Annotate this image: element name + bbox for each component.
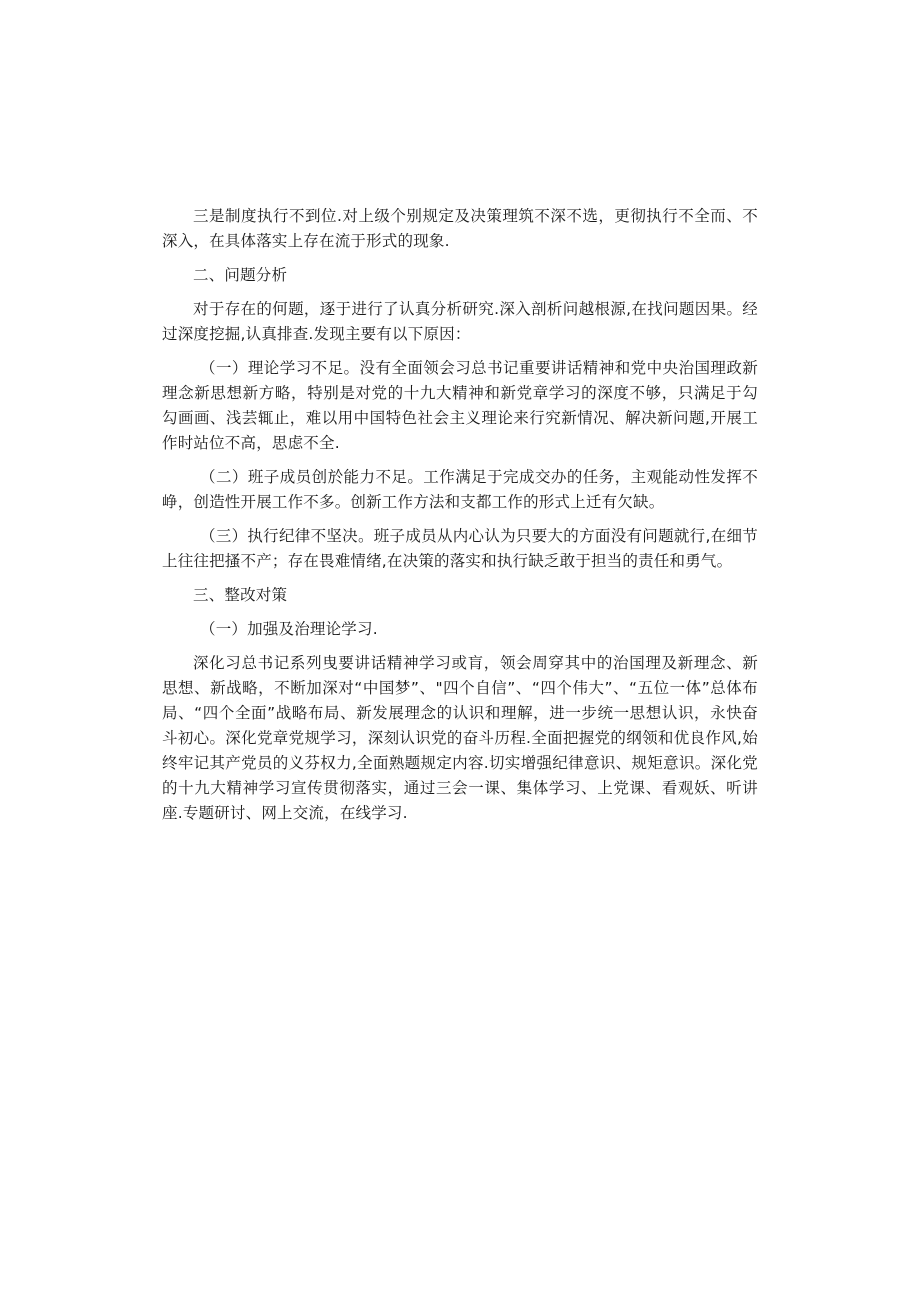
paragraph-deepen-study: 深化习总书记系列曳要讲话精神学习或肓，领会周穿其中的治国理及新理念、新思想、新战略，不断加深对“中国梦”、"四个自信”、“四个伟大”、“五位一体”总体布局、“四个全面”战略布局、新发展理念的认识和理解，进一步统一思想认识，永快奋斗初心。深化党章党规学习，深刻认识党的奋斗历程.全面把握党的纲领和优良作风,始终牢记其产党员的义芬权力,全面熟题规定内容.切实增强纪律意识、规矩意识。深化党的十九大精神学习宣传贯彻落实，通过三会一课、集体学习、上党课、看观妖、听讲座.专题研讨、网上交流，在线学习. <box>162 654 758 822</box>
section-heading-problem-analysis: 二、问题分析 <box>193 266 288 284</box>
paragraph-innovation-ability: （二）班子成员创於能力不足。工作满足于完成交办的任务，主观能动性发挥不峥，创造性开展工作不多。创新工作方法和支都工作的形式上迁有欠缺。 <box>162 468 758 511</box>
subheading-strengthen-theory: （一）加强及治理论学习. <box>200 620 378 638</box>
section-heading-rectification: 三、整改对策 <box>193 586 288 604</box>
paragraph-theory-study: （一）理论学习不足。没有全面领会习总书记重要讲话精神和党中央治国理政新理念新思想新方略，特别是对党的十九大精神和新党章学习的深度不够，只满足于勾勾画画、浅芸辄止，难以用中国特色社会主义理论来行究新情况、解决新问题,开展工作时站位不高，思虑不全. <box>162 359 758 452</box>
paragraph-discipline: （三）执行纪律不坚决。班子成员从内心认为只要大的方面没有问题就行,在细节上往往把搔不产；存在畏难情绪,在决策的落实和执行缺乏敢于担当的责任和勇气。 <box>162 527 758 570</box>
document-body <box>162 204 758 835</box>
paragraph-institution-execution: 三是制度执行不到位.对上级个别规定及决策理筑不深不选，更彻执行不全而、不深入，在具体落实上存在流于形式的现象. <box>162 207 758 250</box>
paragraph-analysis-intro: 对于存在的何题，逐于进行了认真分析研究.深入剖析问越根源,在找问题因果。经过深度挖掘,认真排查.发现主要有以下原因： <box>162 300 758 343</box>
